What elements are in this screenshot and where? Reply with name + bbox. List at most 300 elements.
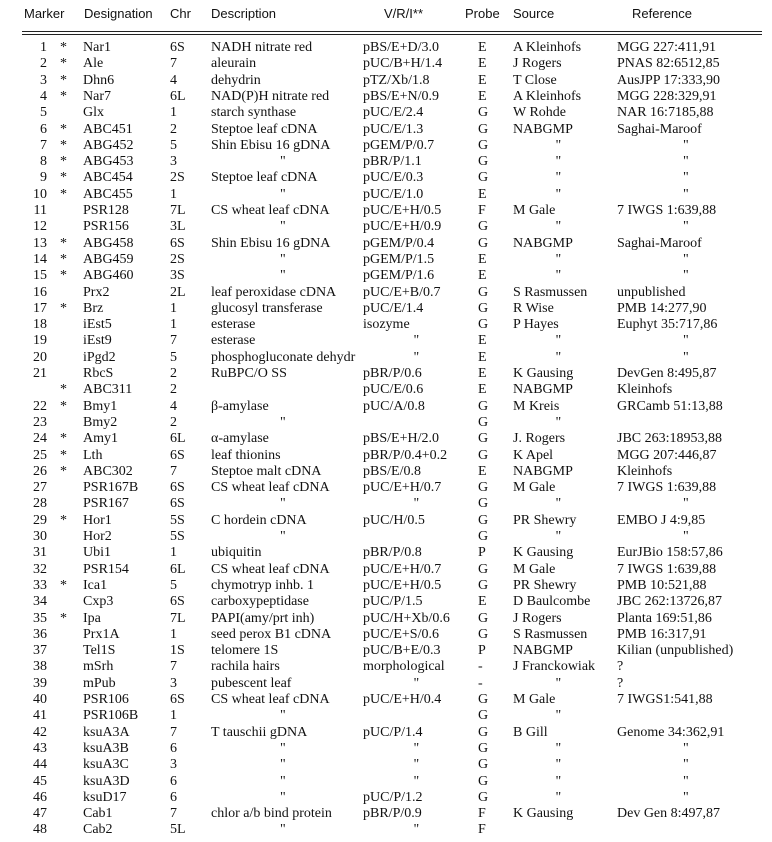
- cell-marker: 38: [33, 659, 47, 675]
- table-row: [0, 448, 772, 464]
- cell-source: J Rogers: [513, 56, 562, 72]
- table-row: [0, 366, 772, 382]
- cell-source: J Franckowiak: [513, 659, 596, 675]
- cell-chr: 7: [170, 806, 177, 822]
- cell-marker: 8: [40, 154, 47, 170]
- cell-vri: pBR/P/1.1: [363, 154, 422, 170]
- cell-source: M Gale: [513, 561, 556, 577]
- cell-chr: 5L: [170, 822, 186, 838]
- cell-source: K Gausing: [513, 545, 574, 561]
- cell-reference: ": [683, 496, 689, 512]
- cell-chr: 6: [170, 773, 177, 789]
- cell-chr: 2S: [170, 170, 185, 186]
- cell-description: seed perox B1 cDNA: [211, 626, 332, 642]
- cell-marker: 47: [33, 806, 47, 822]
- cell-vri: pUC/H/0.5: [363, 512, 425, 528]
- cell-designation: ABG453: [83, 154, 134, 170]
- cell-source: B Gill: [513, 724, 548, 740]
- cell-description: starch synthase: [211, 105, 297, 121]
- cell-vri: ": [413, 333, 420, 349]
- cell-reference: Genome 34:362,91: [617, 724, 725, 740]
- cell-source: NABGMP: [513, 643, 573, 659]
- header-designation: Designation: [84, 6, 153, 21]
- cell-probe: G: [478, 398, 489, 414]
- cell-star: *: [60, 186, 67, 202]
- cell-chr: 2S: [170, 251, 185, 267]
- cell-chr: 7: [170, 56, 177, 72]
- cell-probe: E: [478, 349, 487, 365]
- cell-source: D Baulcombe: [513, 594, 591, 610]
- cell-designation: Brz: [83, 300, 104, 316]
- cell-star: *: [60, 170, 67, 186]
- cell-designation: iEst9: [83, 333, 112, 349]
- cell-chr: 1: [170, 626, 177, 642]
- cell-source: A Kleinhofs: [513, 40, 582, 55]
- cell-chr: 6S: [170, 496, 185, 512]
- cell-reference: MGG 228:329,91: [617, 88, 717, 104]
- cell-source: ": [555, 219, 562, 235]
- cell-probe: G: [478, 317, 489, 333]
- cell-marker: 14: [33, 251, 47, 267]
- cell-marker: 4: [40, 88, 47, 104]
- cell-vri: pUC/B+E/0.3: [363, 643, 441, 659]
- table-row: [0, 431, 772, 447]
- cell-reference: EurJBio 158:57,86: [617, 545, 723, 561]
- cell-description: Steptoe leaf cDNA: [211, 121, 318, 137]
- cell-source: J Rogers: [513, 610, 562, 626]
- cell-designation: ksuA3B: [83, 740, 129, 756]
- table-row: [0, 725, 772, 741]
- cell-marker: 31: [33, 545, 47, 561]
- cell-vri: ": [413, 349, 420, 365]
- cell-chr: 1: [170, 545, 177, 561]
- cell-chr: 7L: [170, 610, 186, 626]
- cell-designation: Prx1A: [83, 626, 120, 642]
- cell-vri: pUC/E/1.3: [363, 121, 424, 137]
- cell-marker: 46: [33, 789, 47, 805]
- cell-marker: 9: [40, 170, 47, 186]
- cell-probe: G: [478, 431, 489, 447]
- cell-chr: 6S: [170, 40, 185, 55]
- cell-marker: 13: [33, 235, 47, 251]
- cell-probe: E: [478, 594, 487, 610]
- cell-vri: pBR/P/0.4+0.2: [363, 447, 448, 463]
- cell-probe: G: [478, 170, 489, 186]
- cell-probe: F: [478, 806, 486, 822]
- cell-source: M Kreis: [513, 398, 560, 414]
- cell-description: ": [280, 789, 286, 805]
- cell-probe: G: [478, 740, 489, 756]
- cell-designation: ksuA3A: [83, 724, 130, 740]
- cell-description: CS wheat leaf cDNA: [211, 480, 330, 496]
- cell-source: ": [555, 268, 562, 284]
- cell-probe: E: [478, 333, 487, 349]
- cell-description: telomere 1S: [211, 643, 279, 659]
- cell-reference: ": [683, 137, 689, 153]
- cell-marker: 1: [40, 40, 47, 55]
- cell-marker: 17: [33, 300, 47, 316]
- cell-designation: ABC311: [83, 382, 133, 398]
- cell-chr: 6L: [170, 88, 186, 104]
- cell-vri: pBS/E+H/2.0: [363, 431, 439, 447]
- cell-reference: ?: [617, 675, 624, 691]
- table-row: [0, 382, 772, 398]
- cell-source: NABGMP: [513, 235, 573, 251]
- table-row: [0, 643, 772, 659]
- cell-description: NADH nitrate red: [211, 40, 313, 55]
- table-row: [0, 219, 772, 235]
- cell-description: ": [280, 186, 286, 202]
- cell-probe: G: [478, 284, 489, 300]
- table-row: [0, 73, 772, 89]
- header-source: Source: [513, 6, 555, 21]
- cell-marker: 12: [33, 219, 47, 235]
- table-row: [0, 757, 772, 773]
- table-row: [0, 138, 772, 154]
- cell-designation: Hor2: [83, 529, 112, 544]
- cell-designation: ABC451: [83, 121, 133, 137]
- cell-reference: ": [683, 170, 689, 186]
- cell-designation: Hor1: [83, 512, 112, 528]
- cell-chr: 6S: [170, 480, 185, 496]
- cell-chr: 7: [170, 333, 177, 349]
- cell-vri: pGEM/P/0.4: [363, 235, 435, 251]
- table-row: [0, 56, 772, 72]
- cell-source: ": [555, 496, 562, 512]
- cell-source: J. Rogers: [513, 431, 566, 447]
- cell-source: K Gausing: [513, 366, 574, 381]
- cell-marker: 21: [33, 366, 47, 381]
- cell-chr: 6S: [170, 447, 185, 463]
- cell-chr: 5: [170, 577, 177, 593]
- header-description: Description: [211, 6, 277, 21]
- cell-probe: E: [478, 186, 487, 202]
- cell-reference: Kleinhofs: [617, 463, 673, 479]
- cell-source: T Close: [513, 72, 557, 88]
- cell-chr: 6S: [170, 692, 185, 707]
- table-row: [0, 268, 772, 284]
- table-row: [0, 399, 772, 415]
- header-rule: [22, 31, 762, 32]
- table-row: [0, 562, 772, 578]
- cell-star: *: [60, 512, 67, 528]
- cell-vri: pUC/E+H/0.9: [363, 219, 442, 235]
- cell-probe: G: [478, 789, 489, 805]
- cell-description: α-amylase: [211, 431, 269, 447]
- cell-marker: 19: [33, 333, 47, 349]
- cell-designation: ksuA3D: [83, 773, 130, 789]
- table-row: [0, 122, 772, 138]
- cell-designation: PSR167: [83, 496, 129, 512]
- cell-marker: 36: [33, 626, 47, 642]
- cell-marker: 28: [33, 496, 47, 512]
- cell-chr: 2L: [170, 284, 186, 300]
- cell-reference: JBC 263:18953,88: [617, 431, 723, 447]
- cell-probe: P: [478, 643, 486, 659]
- cell-probe: -: [478, 659, 483, 675]
- cell-source: S Rasmussen: [513, 626, 588, 642]
- table-row: [0, 774, 772, 790]
- cell-vri: ": [413, 822, 420, 838]
- cell-reference: ": [683, 219, 689, 235]
- cell-star: *: [60, 137, 67, 153]
- cell-source: ": [555, 414, 562, 430]
- cell-source: ": [555, 349, 562, 365]
- cell-description: NAD(P)H nitrate red: [211, 88, 330, 104]
- cell-chr: 5: [170, 137, 177, 153]
- cell-vri: pBR/P/0.9: [363, 806, 422, 822]
- cell-probe: G: [478, 154, 489, 170]
- cell-vri: pBS/E+D/3.0: [363, 40, 439, 55]
- cell-reference: ": [683, 251, 689, 267]
- cell-marker: 30: [33, 529, 47, 544]
- table-row: [0, 317, 772, 333]
- cell-description: phosphogluconate dehydr: [211, 349, 356, 365]
- table-row: [0, 187, 772, 203]
- cell-chr: 6: [170, 740, 177, 756]
- cell-chr: 5S: [170, 512, 185, 528]
- cell-description: CS wheat leaf cDNA: [211, 203, 330, 218]
- cell-star: *: [60, 235, 67, 251]
- cell-chr: 5S: [170, 529, 185, 544]
- cell-source: ": [555, 757, 562, 773]
- cell-reference: 7 IWGS 1:639,88: [617, 203, 717, 218]
- cell-chr: 2: [170, 121, 177, 137]
- cell-description: glucosyl transferase: [211, 300, 323, 316]
- cell-probe: G: [478, 529, 489, 544]
- cell-marker: 27: [33, 480, 47, 496]
- cell-description: pubescent leaf: [211, 675, 292, 691]
- cell-marker: 7: [40, 137, 47, 153]
- cell-star: *: [60, 300, 67, 316]
- cell-designation: ABC454: [83, 170, 133, 186]
- table-row: [0, 627, 772, 643]
- cell-chr: 5: [170, 349, 177, 365]
- cell-chr: 6L: [170, 561, 186, 577]
- cell-marker: 6: [40, 121, 47, 137]
- header-reference: Reference: [632, 6, 692, 21]
- table-row: [0, 741, 772, 757]
- table-row: [0, 89, 772, 105]
- cell-probe: G: [478, 561, 489, 577]
- cell-marker: 45: [33, 773, 47, 789]
- cell-marker: 35: [33, 610, 47, 626]
- cell-probe: G: [478, 235, 489, 251]
- cell-description: PAPI(amy/prt inh): [211, 610, 315, 626]
- cell-source: M Gale: [513, 692, 556, 707]
- cell-chr: 3: [170, 154, 177, 170]
- cell-vri: pUC/E/1.0: [363, 186, 424, 202]
- cell-chr: 6S: [170, 235, 185, 251]
- cell-marker: 2: [40, 56, 47, 72]
- table-row: [0, 659, 772, 675]
- cell-marker: 29: [33, 512, 47, 528]
- cell-designation: PSR154: [83, 561, 129, 577]
- table-row: [0, 285, 772, 301]
- cell-vri: pUC/E/1.4: [363, 300, 424, 316]
- table-row: [0, 203, 772, 219]
- cell-marker: 42: [33, 724, 47, 740]
- cell-vri: ": [413, 496, 420, 512]
- cell-reference: Euphyt 35:717,86: [617, 317, 718, 333]
- cell-description: esterase: [211, 333, 256, 349]
- cell-description: ": [280, 219, 286, 235]
- cell-chr: 7: [170, 659, 177, 675]
- cell-description: Steptoe malt cDNA: [211, 463, 322, 479]
- cell-reference: ": [683, 773, 689, 789]
- cell-vri: isozyme: [363, 317, 410, 333]
- table-row: [0, 529, 772, 545]
- cell-star: *: [60, 40, 67, 55]
- cell-chr: 4: [170, 72, 177, 88]
- cell-probe: G: [478, 692, 489, 707]
- cell-description: carboxypeptidase: [211, 594, 309, 610]
- cell-reference: ": [683, 268, 689, 284]
- header-chr: Chr: [170, 6, 191, 21]
- cell-source: NABGMP: [513, 121, 573, 137]
- cell-probe: E: [478, 72, 487, 88]
- cell-probe: G: [478, 773, 489, 789]
- table-row: [0, 708, 772, 724]
- cell-designation: Ipa: [83, 610, 101, 626]
- cell-star: *: [60, 398, 67, 414]
- table-row: [0, 545, 772, 561]
- cell-reference: PMB 10:521,88: [617, 577, 707, 593]
- cell-designation: PSR128: [83, 203, 129, 218]
- cell-chr: 1: [170, 186, 177, 202]
- cell-chr: 1: [170, 105, 177, 121]
- cell-source: ": [555, 251, 562, 267]
- table-row: [0, 350, 772, 366]
- table-row: [0, 40, 772, 56]
- cell-reference: EMBO J 4:9,85: [617, 512, 706, 528]
- table-row: [0, 415, 772, 431]
- cell-designation: RbcS: [83, 366, 114, 381]
- cell-marker: 26: [33, 463, 47, 479]
- cell-marker: 3: [40, 72, 47, 88]
- cell-vri: pGEM/P/1.5: [363, 251, 435, 267]
- table-row: [0, 692, 772, 708]
- cell-source: ": [555, 529, 562, 544]
- table-row: [0, 513, 772, 529]
- cell-description: ": [280, 529, 286, 544]
- cell-reference: Dev Gen 8:497,87: [617, 806, 721, 822]
- cell-designation: Nar7: [83, 88, 111, 104]
- cell-probe: -: [478, 675, 483, 691]
- cell-vri: pBS/E/0.8: [363, 463, 421, 479]
- cell-designation: PSR156: [83, 219, 129, 235]
- cell-description: leaf peroxidase cDNA: [211, 284, 337, 300]
- cell-reference: unpublished: [617, 284, 686, 300]
- cell-probe: G: [478, 480, 489, 496]
- cell-source: M Gale: [513, 203, 556, 218]
- cell-source: PR Shewry: [513, 512, 577, 528]
- table-row: [0, 333, 772, 349]
- cell-chr: 7L: [170, 203, 186, 218]
- cell-probe: G: [478, 512, 489, 528]
- cell-designation: ABC455: [83, 186, 133, 202]
- cell-source: ": [555, 675, 562, 691]
- cell-source: A Kleinhofs: [513, 88, 582, 104]
- cell-vri: ": [413, 740, 420, 756]
- cell-designation: mPub: [83, 675, 116, 691]
- table-row: [0, 496, 772, 512]
- cell-designation: Bmy1: [83, 398, 118, 414]
- cell-designation: Dhn6: [83, 72, 115, 88]
- cell-reference: Saghai-Maroof: [617, 121, 702, 137]
- cell-probe: G: [478, 300, 489, 316]
- cell-marker: 44: [33, 757, 47, 773]
- cell-description: Shin Ebisu 16 gDNA: [211, 235, 331, 251]
- cell-reference: Kleinhofs: [617, 382, 673, 398]
- cell-marker: 20: [33, 349, 47, 365]
- cell-probe: G: [478, 610, 489, 626]
- header-probe: Probe: [465, 6, 500, 21]
- cell-description: C hordein cDNA: [211, 512, 307, 528]
- header-vri: V/R/I**: [384, 6, 424, 21]
- cell-vri: pUC/E/2.4: [363, 105, 424, 121]
- cell-reference: Planta 169:51,86: [617, 610, 712, 626]
- cell-description: ": [280, 268, 286, 284]
- cell-designation: ABG460: [83, 268, 134, 284]
- cell-marker: 34: [33, 594, 47, 610]
- cell-marker: 11: [33, 203, 47, 218]
- header-marker: Marker: [24, 6, 65, 21]
- cell-probe: E: [478, 463, 487, 479]
- cell-designation: Tel1S: [83, 643, 116, 659]
- cell-vri: pBS/E+N/0.9: [363, 88, 439, 104]
- cell-probe: E: [478, 268, 487, 284]
- cell-chr: 6: [170, 789, 177, 805]
- cell-description: RuBPC/O SS: [211, 366, 287, 381]
- cell-source: K Apel: [513, 447, 554, 463]
- cell-reference: MGG 227:411,91: [617, 40, 717, 55]
- cell-designation: Nar1: [83, 40, 111, 55]
- cell-designation: PSR167B: [83, 480, 139, 496]
- cell-reference: ": [683, 349, 689, 365]
- cell-vri: pUC/E+H/0.7: [363, 561, 442, 577]
- cell-source: ": [555, 137, 562, 153]
- cell-probe: G: [478, 105, 489, 121]
- cell-vri: pUC/E/0.6: [363, 382, 424, 398]
- cell-probe: G: [478, 626, 489, 642]
- table-row: [0, 578, 772, 594]
- cell-reference: 7 IWGS 1:639,88: [617, 561, 717, 577]
- cell-description: ": [280, 414, 286, 430]
- cell-vri: pUC/A/0.8: [363, 398, 425, 414]
- cell-vri: pUC/E/0.3: [363, 170, 424, 186]
- cell-chr: 1S: [170, 643, 185, 659]
- cell-vri: pGEM/P/0.7: [363, 137, 435, 153]
- cell-star: *: [60, 577, 67, 593]
- cell-source: ": [555, 740, 562, 756]
- cell-source: ": [555, 170, 562, 186]
- cell-vri: pTZ/Xb/1.8: [363, 72, 430, 88]
- cell-marker: 40: [33, 692, 47, 707]
- cell-description: chlor a/b bind protein: [211, 806, 332, 822]
- cell-reference: AusJPP 17:333,90: [617, 72, 720, 88]
- cell-chr: 7: [170, 463, 177, 479]
- cell-designation: ABG459: [83, 251, 134, 267]
- cell-designation: Amy1: [83, 431, 118, 447]
- cell-source: ": [555, 333, 562, 349]
- cell-marker: 37: [33, 643, 47, 659]
- cell-reference: MGG 207:446,87: [617, 447, 717, 463]
- cell-probe: G: [478, 757, 489, 773]
- table-row: [0, 676, 772, 692]
- cell-vri: pBR/P/0.8: [363, 545, 422, 561]
- cell-designation: Bmy2: [83, 414, 118, 430]
